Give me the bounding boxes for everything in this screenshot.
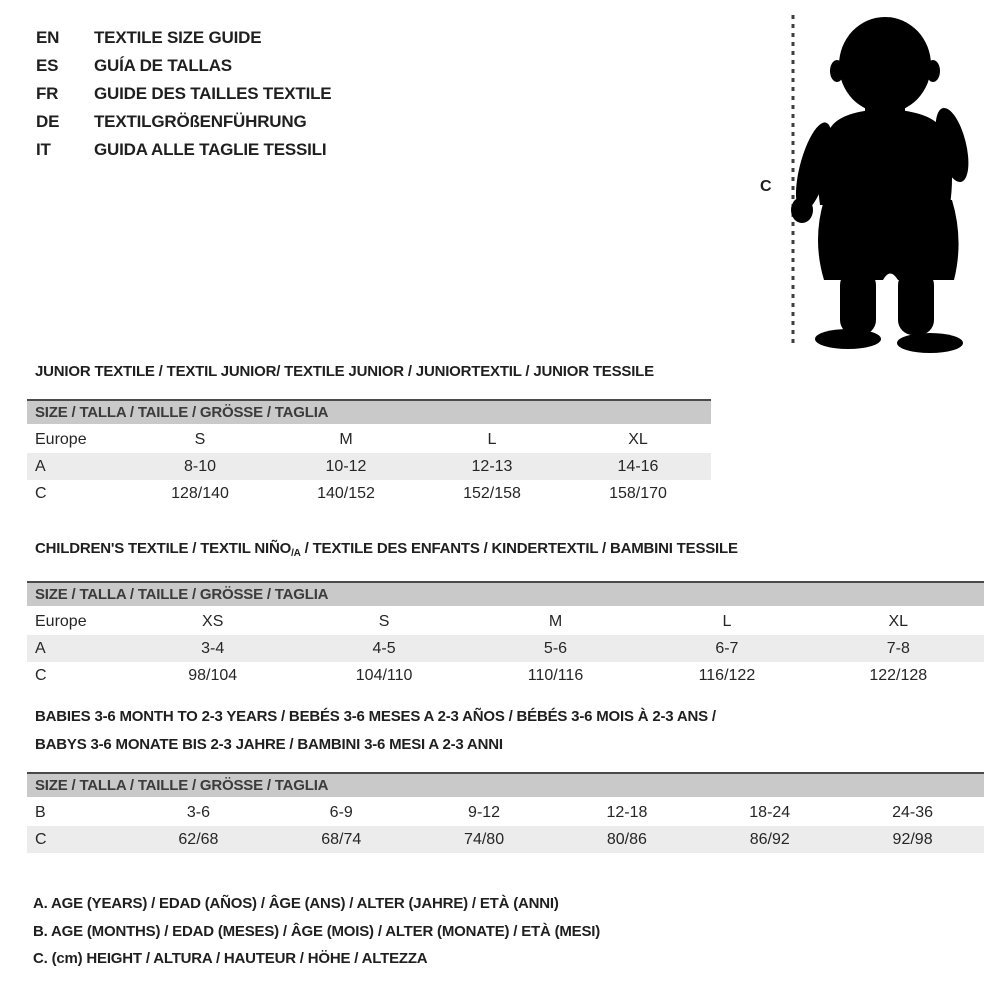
table-cell: 128/140	[171, 484, 229, 502]
table-cell: 8-10	[183, 457, 217, 475]
heading-text: BABIES 3-6 MONTH TO 2-3 YEARS / BEBÉS 3-6 MESES A 2-3 AÑOS / BÉBÉS 3-6 MOIS À 2-3 ANS /	[35, 708, 716, 725]
table-cell: XL	[628, 430, 648, 448]
table-cell: 92/98	[892, 830, 933, 848]
language-row	[36, 80, 331, 108]
table-cell: 104/110	[355, 666, 413, 684]
table-heading-line	[35, 731, 984, 759]
size-header-label: SIZE / TALLA / TAILLE / GRÖSSE / TAGLIA	[35, 586, 329, 603]
table-row	[27, 799, 984, 826]
footnote-a: A. AGE (YEARS) / EDAD (AÑOS) / ÂGE (ANS) / ALTER (JAHRE) / ETÀ (ANNI)	[33, 895, 559, 912]
table-cell: 68/74	[321, 830, 362, 848]
table-cell: 122/128	[869, 666, 928, 684]
table-cell: 3-6	[186, 803, 210, 821]
table-cell: 98/104	[188, 666, 238, 684]
table-cell: 110/116	[527, 666, 584, 684]
childrens-textile-table	[27, 535, 984, 689]
row-label: C	[35, 830, 47, 848]
heading-text: / TEXTILE DES ENFANTS / KINDERTEXTIL / BAMBINI TESSILE	[300, 540, 738, 557]
table-cell: XL	[888, 612, 909, 630]
table-cell: 4-5	[372, 639, 396, 657]
table-heading	[35, 535, 984, 568]
table-cell: 3-4	[201, 639, 225, 657]
table-cell: XS	[202, 612, 224, 630]
table-heading-line	[35, 358, 711, 386]
heading-text: CHILDREN'S TEXTILE / TEXTIL NIÑO	[35, 540, 292, 557]
size-header-label: SIZE / TALLA / TAILLE / GRÖSSE / TAGLIA	[35, 777, 329, 794]
row-label: B	[35, 803, 46, 821]
heading-text: BABYS 3-6 MONATE BIS 2-3 JAHRE / BAMBINI 3-6 MESI A 2-3 ANNI	[35, 736, 503, 753]
row-label: A	[35, 457, 46, 475]
language-code: FR	[36, 84, 59, 103]
language-row	[36, 52, 331, 80]
language-code: ES	[36, 56, 59, 75]
table-cell: 12-13	[471, 457, 513, 475]
table-cell: 7-8	[886, 639, 910, 657]
table-cell: 5-6	[543, 639, 568, 657]
size-header-band	[27, 399, 711, 424]
footnote-b: B. AGE (MONTHS) / EDAD (MESES) / ÂGE (MOIS) / ALTER (MONATE) / ETÀ (MESI)	[33, 922, 601, 940]
table-body	[27, 799, 984, 853]
table-row	[27, 453, 711, 480]
table-cell: S	[378, 612, 390, 630]
row-label: Europe	[35, 430, 87, 448]
table-cell: 10-12	[325, 457, 367, 475]
language-code: DE	[36, 112, 60, 131]
table-cell: 62/68	[178, 830, 219, 848]
table-cell: 74/80	[464, 830, 505, 848]
height-measure-label: C	[760, 178, 772, 195]
table-cell: 6-9	[329, 803, 353, 821]
footnotes	[33, 890, 600, 973]
table-row	[27, 826, 984, 853]
table-cell: 80/86	[606, 830, 647, 848]
table-body	[27, 426, 711, 507]
table-heading	[35, 703, 984, 759]
table-cell: 158/170	[609, 484, 667, 502]
language-code: EN	[36, 28, 60, 47]
baby-silhouette	[789, 17, 975, 353]
table-row	[27, 480, 711, 507]
row-label: C	[35, 666, 47, 684]
heading-text: JUNIOR TEXTILE / TEXTIL JUNIOR/ TEXTILE JUNIOR / JUNIORTEXTIL / JUNIOR TESSILE	[35, 363, 654, 380]
guide-title: GUIDA ALLE TAGLIE TESSILI	[94, 140, 327, 159]
table-row	[27, 662, 984, 689]
table-cell: L	[487, 430, 497, 448]
table-heading	[35, 358, 711, 386]
table-row	[27, 608, 984, 635]
language-title-list	[36, 24, 331, 164]
table-cell: S	[194, 430, 206, 448]
babies-textile-table	[27, 703, 984, 853]
guide-title: GUÍA DE TALLAS	[94, 56, 232, 75]
size-header-band	[27, 581, 984, 606]
language-row	[36, 108, 331, 136]
row-label: Europe	[35, 612, 87, 630]
table-cell: 24-36	[892, 803, 934, 821]
table-cell: 152/158	[463, 484, 521, 502]
table-row	[27, 635, 984, 662]
guide-title: TEXTILE SIZE GUIDE	[94, 28, 262, 47]
row-label: C	[35, 484, 47, 502]
table-cell: 18-24	[749, 803, 791, 821]
language-code: IT	[36, 140, 51, 159]
table-cell: 14-16	[617, 457, 659, 475]
footnote-c: C. (cm) HEIGHT / ALTURA / HAUTEUR / HÖHE / ALTEZZA	[33, 950, 428, 967]
table-cell: 6-7	[715, 639, 739, 657]
table-heading-line	[35, 703, 984, 731]
table-row	[27, 426, 711, 453]
table-cell: 9-12	[468, 803, 501, 821]
table-heading-line	[35, 535, 984, 568]
baby-silhouette-svg	[740, 5, 990, 355]
junior-textile-table	[27, 358, 711, 507]
guide-title: TEXTILGRÖßENFÜHRUNG	[94, 112, 307, 131]
language-row	[36, 24, 331, 52]
size-header-band	[27, 772, 984, 797]
size-header-label: SIZE / TALLA / TAILLE / GRÖSSE / TAGLIA	[35, 404, 329, 421]
table-cell: 140/152	[317, 484, 375, 502]
table-cell: L	[722, 612, 732, 630]
height-measure-figure	[740, 5, 990, 355]
table-body	[27, 608, 984, 689]
table-cell: M	[548, 612, 563, 630]
language-row	[36, 136, 331, 164]
heading-subscript: /A	[291, 548, 301, 559]
guide-title: GUIDE DES TAILLES TEXTILE	[94, 84, 332, 103]
table-cell: M	[339, 430, 353, 448]
table-cell: 12-18	[606, 803, 648, 821]
row-label: A	[35, 639, 46, 657]
table-cell: 116/122	[698, 666, 756, 684]
table-cell: 86/92	[749, 830, 790, 848]
